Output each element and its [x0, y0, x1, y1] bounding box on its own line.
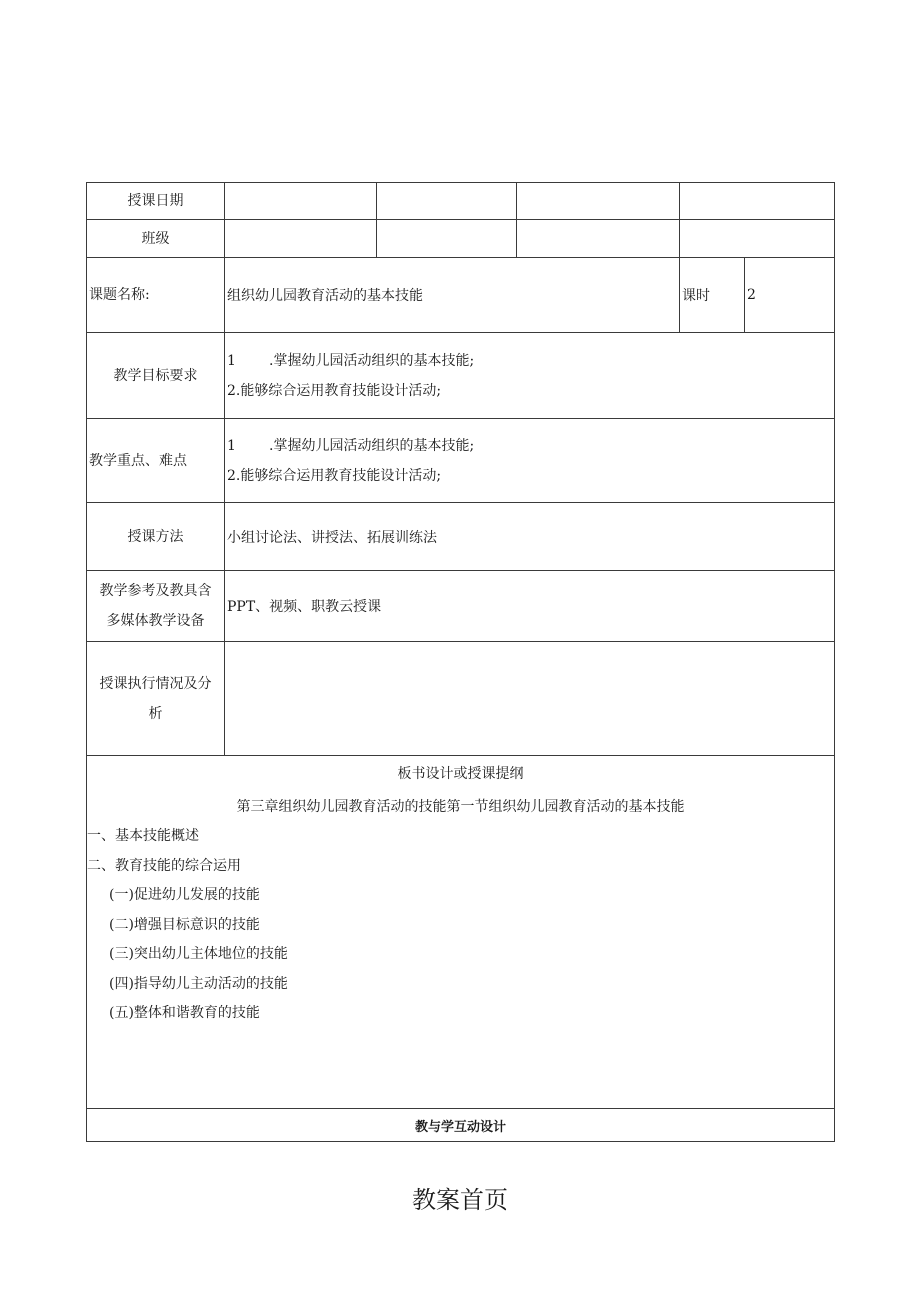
- topic-label: 课题名称:: [87, 258, 225, 333]
- method-label: 授课方法: [87, 503, 225, 571]
- class-cell-2: [377, 220, 517, 258]
- outline-item: (五)整体和谐教育的技能: [109, 1005, 260, 1021]
- outline-row: [87, 756, 835, 1109]
- date-label: 授课日期: [87, 183, 225, 220]
- method-value: 小组讨论法、讲授法、拓展训练法: [225, 503, 835, 571]
- execution-row: [87, 642, 835, 756]
- keypoints-label: 教学重点、难点: [87, 419, 225, 503]
- objectives-label: 教学目标要求: [87, 333, 225, 419]
- objectives-row: [87, 333, 835, 419]
- outline-item: (三)突出幼儿主体地位的技能: [109, 946, 288, 962]
- date-cell-3: [517, 183, 680, 220]
- hours-value: 2: [745, 258, 835, 333]
- outline-item: (四)指导幼儿主动活动的技能: [109, 975, 288, 992]
- date-cell-2: [377, 183, 517, 220]
- outline-heading: 板书设计或授课提纲: [397, 766, 524, 782]
- outline-chapter: 第三章组织幼儿园教育活动的技能第一节组织幼儿园教育活动的基本技能: [236, 799, 685, 815]
- reference-label: 教学参考及教具含 多媒体教学设备: [87, 571, 225, 642]
- date-cell-1: [225, 183, 377, 220]
- execution-value: [225, 642, 835, 756]
- outline-item: (二)增强目标意识的技能: [109, 916, 260, 933]
- document-title: 教案首页: [412, 1186, 508, 1214]
- class-cell-1: [225, 220, 377, 258]
- topic-row: [87, 258, 835, 333]
- hours-label: 课时: [680, 258, 745, 333]
- class-label: 班级: [87, 220, 225, 258]
- date-cell-4: [680, 183, 835, 220]
- class-cell-4: [680, 220, 835, 258]
- topic-value: 组织幼儿园教育活动的基本技能: [225, 258, 680, 333]
- class-cell-3: [517, 220, 680, 258]
- lesson-plan-table: [86, 182, 835, 1142]
- outline-item: (一)促进幼儿发展的技能: [109, 887, 260, 903]
- outline-cell: [87, 756, 835, 1109]
- keypoints-content: [225, 419, 835, 503]
- outline-item: 一、基本技能概述: [87, 828, 199, 844]
- objective-item: 2.能够综合运用教育技能设计活动;: [227, 382, 442, 399]
- execution-label: 授课执行情况及分 析: [87, 642, 225, 756]
- objectives-content: [225, 333, 835, 419]
- objective-item: 1 .掌握幼儿园活动组织的基本技能;: [227, 352, 475, 369]
- class-row: [87, 220, 835, 258]
- interaction-heading: 教与学互动设计: [87, 1109, 835, 1142]
- outline-item: 二、教育技能的综合运用: [87, 857, 241, 874]
- keypoint-item: 1 .掌握幼儿园活动组织的基本技能;: [227, 437, 475, 454]
- interaction-row: [87, 1109, 835, 1142]
- reference-row: [87, 571, 835, 642]
- date-row: [87, 183, 835, 220]
- method-row: [87, 503, 835, 571]
- keypoints-row: [87, 419, 835, 503]
- reference-value: PPT、视频、职教云授课: [225, 571, 835, 642]
- keypoint-item: 2.能够综合运用教育技能设计活动;: [227, 467, 442, 484]
